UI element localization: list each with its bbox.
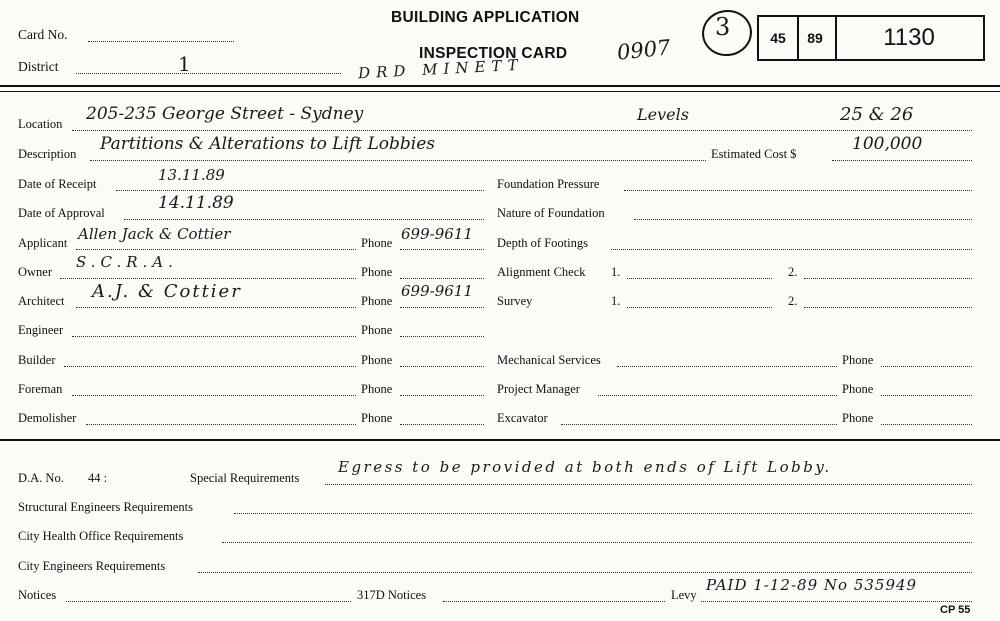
district-label: District — [18, 59, 59, 74]
box-1130-text: 1130 — [883, 24, 935, 51]
depth-of-footings-line — [611, 249, 972, 250]
owner-phone-line — [400, 278, 484, 279]
levels-value: 25 & 26 — [840, 104, 914, 125]
special-requirements-label: Special Requirements — [190, 471, 300, 485]
estimated-cost-label: Estimated Cost $ — [711, 147, 797, 161]
box-45-text: 45 — [770, 30, 786, 46]
mechanical-services-label: Mechanical Services — [497, 353, 601, 367]
city-engineers-label: City Engineers Requirements — [18, 559, 166, 573]
notices-317d-label: 317D Notices — [357, 588, 427, 602]
owner-phone-label: Phone — [361, 265, 393, 279]
alignment-check-num1: 1. — [611, 265, 621, 279]
special-requirements-line — [325, 484, 972, 485]
handwritten-name: DRD MINETT — [357, 55, 525, 83]
excavator-label: Excavator — [497, 411, 548, 425]
notices-label: Notices — [18, 588, 57, 602]
city-engineers-line — [198, 572, 972, 573]
project-manager-phone-line — [881, 395, 972, 396]
demolisher-phone-line — [400, 424, 484, 425]
owner-line — [60, 278, 356, 279]
levy-value: PAID 1-12-89 No 535949 — [706, 576, 918, 594]
architect-value: A.J. & Cottier — [92, 281, 242, 302]
applicant-line — [76, 249, 356, 250]
date-of-receipt-label: Date of Receipt — [18, 177, 97, 191]
card-no-line — [88, 41, 234, 42]
owner-label: Owner — [18, 265, 53, 279]
top-divider — [0, 85, 1000, 87]
foundation-pressure-line — [624, 190, 972, 191]
da-no-value: 44 : — [88, 471, 108, 485]
engineer-label: Engineer — [18, 323, 64, 337]
mechanical-phone-line — [881, 366, 972, 367]
middle-divider — [0, 439, 1000, 441]
architect-phone-line — [400, 307, 484, 308]
box-89-text: 89 — [807, 30, 823, 46]
notices-line — [66, 601, 351, 602]
survey-num2: 2. — [788, 294, 798, 308]
district-value: 1 — [178, 52, 191, 76]
top-divider-thin — [0, 91, 1000, 92]
date-of-receipt-line — [116, 190, 484, 191]
architect-phone-value: 699-9611 — [401, 282, 473, 300]
description-label: Description — [18, 147, 77, 161]
date-of-receipt-value: 13.11.89 — [158, 166, 225, 184]
demolisher-line — [86, 424, 356, 425]
demolisher-label: Demolisher — [18, 411, 77, 425]
engineer-phone-label: Phone — [361, 323, 393, 337]
excavator-phone-line — [881, 424, 972, 425]
builder-phone-line — [400, 366, 484, 367]
project-manager-phone-label: Phone — [842, 382, 874, 396]
city-health-label: City Health Office Requirements — [18, 529, 184, 543]
location-value: 205-235 George Street - Sydney — [86, 104, 364, 124]
applicant-phone-label: Phone — [361, 236, 393, 250]
date-of-approval-label: Date of Approval — [18, 206, 105, 220]
architect-label: Architect — [18, 294, 65, 308]
project-manager-label: Project Manager — [497, 382, 580, 396]
builder-label: Builder — [18, 353, 56, 367]
engineer-line — [72, 336, 356, 337]
location-line — [72, 130, 972, 131]
date-of-approval-value: 14.11.89 — [158, 193, 234, 213]
builder-line — [64, 366, 356, 367]
builder-phone-label: Phone — [361, 353, 393, 367]
box-45 — [757, 15, 799, 61]
engineer-phone-line — [400, 336, 484, 337]
applicant-phone-value: 699-9611 — [401, 225, 473, 243]
estimated-cost-value: 100,000 — [852, 134, 923, 154]
levy-label: Levy — [671, 588, 697, 602]
survey-line1 — [627, 307, 772, 308]
nature-of-foundation-label: Nature of Foundation — [497, 206, 605, 220]
levels-value-label: Levels — [637, 105, 689, 124]
demolisher-phone-label: Phone — [361, 411, 393, 425]
survey-num1: 1. — [611, 294, 621, 308]
alignment-check-line2 — [804, 278, 972, 279]
notices-317d-line — [443, 601, 665, 602]
foundation-pressure-label: Foundation Pressure — [497, 177, 600, 191]
structural-engineers-label: Structural Engineers Requirements — [18, 500, 193, 514]
mechanical-phone-label: Phone — [842, 353, 874, 367]
district-line — [76, 73, 341, 74]
survey-label: Survey — [497, 294, 533, 308]
owner-value: S.C.R.A. — [76, 253, 178, 271]
applicant-value: Allen Jack & Cottier — [78, 225, 231, 243]
mechanical-services-line — [617, 366, 837, 367]
alignment-check-label: Alignment Check — [497, 265, 586, 279]
card-no-label: Card No. — [18, 27, 68, 42]
foreman-line — [72, 395, 356, 396]
box-1130 — [835, 15, 985, 61]
box-89 — [795, 15, 837, 61]
estimated-cost-line — [832, 160, 972, 161]
da-no-label: D.A. No. — [18, 471, 64, 485]
card-title-line1: BUILDING APPLICATION — [391, 9, 580, 26]
excavator-phone-label: Phone — [842, 411, 874, 425]
project-manager-line — [598, 395, 837, 396]
structural-engineers-line — [234, 513, 972, 514]
card-title-line2: INSPECTION CARD — [419, 45, 568, 62]
depth-of-footings-label: Depth of Footings — [497, 236, 588, 250]
foreman-phone-line — [400, 395, 484, 396]
city-health-line — [222, 542, 972, 543]
survey-line2 — [804, 307, 972, 308]
form-code: CP 55 — [940, 604, 971, 616]
nature-of-foundation-line — [634, 219, 972, 220]
foreman-label: Foreman — [18, 382, 63, 396]
description-line — [90, 160, 706, 161]
alignment-check-num2: 2. — [788, 265, 798, 279]
architect-phone-label: Phone — [361, 294, 393, 308]
handwritten-ref: 0907 — [615, 35, 672, 65]
applicant-label: Applicant — [18, 236, 68, 250]
date-of-approval-line — [124, 219, 484, 220]
special-requirements-value: Egress to be provided at both ends of Lift Lobby. — [338, 458, 832, 476]
location-label: Location — [18, 117, 63, 131]
levy-line — [701, 601, 972, 602]
architect-line — [76, 307, 356, 308]
applicant-phone-line — [400, 249, 484, 250]
circled-number: 3 — [715, 13, 731, 41]
description-value: Partitions & Alterations to Lift Lobbies — [100, 134, 436, 154]
alignment-check-line1 — [627, 278, 772, 279]
foreman-phone-label: Phone — [361, 382, 393, 396]
excavator-line — [561, 424, 837, 425]
